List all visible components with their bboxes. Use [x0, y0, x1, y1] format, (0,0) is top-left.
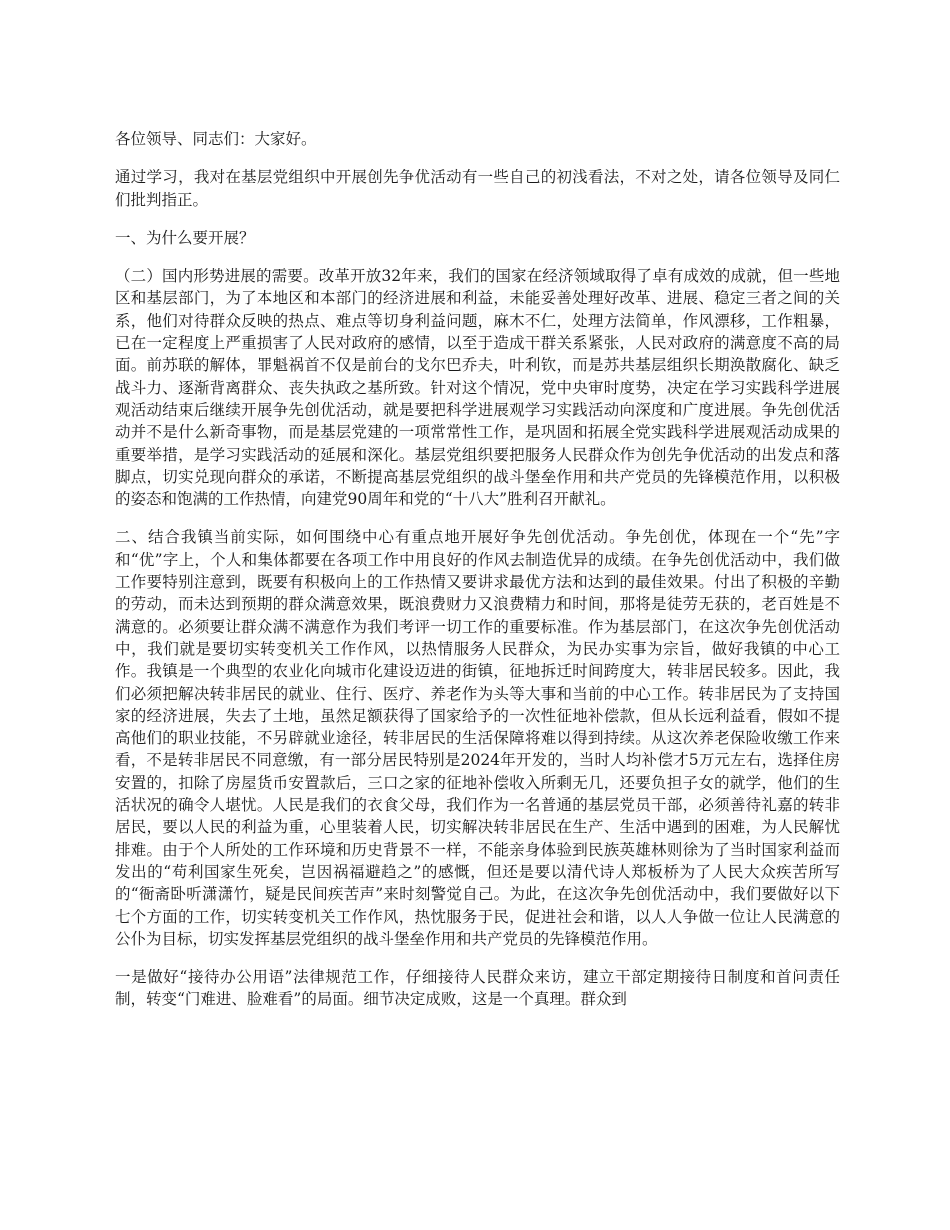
local-practice-paragraph: 二、结合我镇当前实际，如何围绕中心有重点地开展好争先创优活动。争先创优，体现在一个“先”字和“优”字上，个人和集体都要在各项工作中用良好的作风去制造优异的成绩。在争先创优活动中，我们做工作要特别注意到，既要有积极向上的工作热情又要讲求最优方法和达到的最佳效果。付出了积极的辛勤的劳动，而未达到预期的群众满意效果，既浪费财力又浪费精力和时间，那将是徒劳无获的，老百姓是不满意的。必须要让群众满不满意作为我们考评一切工作的重要标准。作为基层部门，在这次争先创优活动中，我们就是要切实转变机关工作作风，以热情服务人民群众，为民办实事为宗旨，做好我镇的中心工作。我镇是一个典型的农业化向城市化建设迈进的街镇，征地拆迁时间跨度大，转非居民较多。因此，我们必须把解决转非居民的就业、住行、医疗、养老作为头等大事和当前的中心工作。转非居民为了支持国家的经济进展，失去了土地，虽然足额获得了国家给予的一次性征地补偿款，但从长远利益看，假如不提高他们的职业技能，不另辟就业途径，转非居民的生活保障将难以得到持续。从这次养老保险收缴工作来看，不是转非居民不同意缴，有一部分居民特别是2024年开发的，当时人均补偿才5万元左右，选择住房安置的，扣除了房屋货币安置款后，三口之家的征地补偿收入所剩无几，还要负担子女的就学，他们的生活状况的确令人堪忧。人民是我们的衣食父母，我们作为一名普通的基层党员干部，必须善待礼嘉的转非居民，要以人民的利益为重，心里装着人民，切实解决转非居民在生产、生活中遇到的困难，为人民解忧排难。由于个人所处的工作环境和历史背景不一样，不能亲身体验到民族英雄林则徐为了当时国家利益而发出的“苟利国家生死矣，岂因祸福避趋之”的感慨，但还是要以清代诗人郑板桥为了人民大众疾苦所写的“衙斋卧听潇潇竹，疑是民间疾苦声”来时刻警觉自己。为此，在这次争先创优活动中，我们要做好以下七个方面的工作，切实转变机关工作作风，热忱服务于民，促进社会和谐，以人人争做一位让人民满意的公仆为目标，切实发挥基层党组织的战斗堡垒作用和共产党员的先锋模范作用。: [115, 528, 840, 948]
intro-paragraph: 通过学习，我对在基层党组织中开展创先争优活动有一些自己的初浅看法，不对之处，请各位领导及同仁们批判指正。: [115, 168, 840, 209]
greeting-paragraph: 各位领导、同志们：大家好。: [115, 130, 317, 148]
section-heading-why: 一、为什么要开展？: [115, 228, 255, 247]
domestic-situation-paragraph: （二）国内形势进展的需要。改革开放32年来，我们的国家在经济领域取得了卓有成效的成就，但一些地区和基层部门，为了本地区和本部门的经济进展和利益，未能妥善处理好改革、进展、稳定三者之间的关系，他们对待群众反映的热点、难点等切身利益问题，麻木不仁，处理方法简单，作风漂移，工作粗暴，已在一定程度上严重损害了人民对政府的感情，以至于造成干群关系紧张，人民对政府的满意度不高的局面。前苏联的解体，罪魁祸首不仅是前台的戈尔巴乔夫，叶利钦，而是苏共基层组织长期涣散腐化、缺乏战斗力、逐渐背离群众、丧失执政之基所致。针对这个情况，党中央审时度势，决定在学习实践科学进展观活动结束后继续开展争先创优活动，就是要把科学进展观学习实践活动向深度和广度进展。争先创优活动并不是什么新奇事物，而是基层党建的一项常常性工作，是巩固和拓展全党实践科学进展观活动成果的重要举措，是学习实践活动的延展和深化。基层党组织要把服务人民群众作为创先争优活动的出发点和落脚点，切实兑现向群众的承诺，不断提高基层党组织的战斗堡垒作用和共产党员的先锋模范作用，以积极的姿态和饱满的工作热情，向建党90周年和党的“十八大”胜利召开献礼。: [115, 267, 840, 509]
document-body: [115, 128, 840, 1027]
reception-work-paragraph: 一是做好“接待办公用语”法律规范工作，仔细接待人民群众来访，建立干部定期接待日制度和首问责任制，转变“门难进、脸难看”的局面。细节决定成败，这是一个真理。群众到: [115, 968, 840, 1009]
